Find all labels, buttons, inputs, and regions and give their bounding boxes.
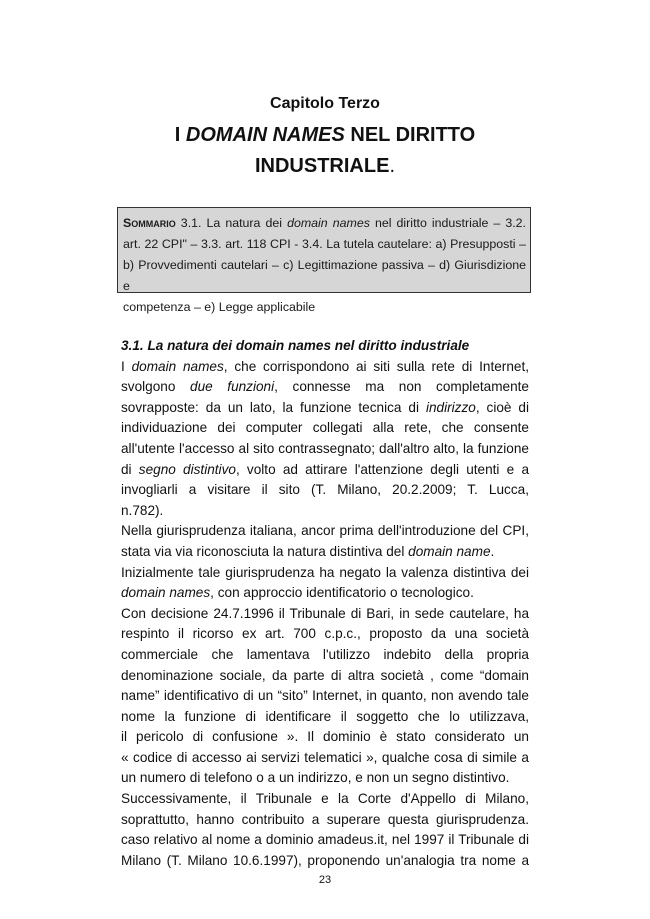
summary-box [117, 207, 531, 314]
chapter-title-line2: INDUSTRIALE [254, 155, 390, 177]
summary-line: competenza – e) Legge applicabile [123, 300, 316, 314]
summary-italic: domain names [287, 216, 370, 230]
summary-text: nel diritto industriale – 3.2. [369, 216, 526, 230]
text-line: un numero di telefono o a un indirizzo, e non un segno distintivo. [121, 770, 510, 786]
text-line: nome la funzione di identificare il soggetto che lo utilizzava, [121, 708, 529, 724]
text-line: Successivamente, il Tribunale e la Corte d'Appello di Milano, [121, 791, 529, 807]
text-line: respinto il ricorso ex art. 700 c.p.c., proposto da una società [121, 626, 529, 642]
chapter-title-part1: I [174, 124, 186, 146]
text-line: soprattutto, hanno contribuito a superare questa giurisprudenza. [121, 811, 529, 827]
body-text [121, 336, 529, 871]
summary-line: b) Provvedimenti cautelari – c) Legittimazione passiva – d) Giurisdizione e [123, 258, 526, 293]
text-line: all'utente l'accesso al sito contrassegnato; dall'altro alto, la funzione [121, 440, 529, 456]
text-line: sovrapposte: da un lato, la funzione tecnica di indirizzo, cioè di [121, 399, 529, 415]
text-line: invogliarli a visitare il sito (T. Milano, 20.2.2009; T. Lucca, [121, 482, 529, 498]
chapter-title [140, 120, 510, 182]
chapter-title-period: . [389, 155, 395, 177]
text-line: commerciale che lamentava l'utilizzo indebito della propria [121, 646, 529, 662]
text-line: di segno distintivo, volto ad attirare l'attenzione degli utenti e a [121, 461, 529, 477]
text-line: il pericolo di confusione ». Il dominio è stato considerato un [121, 729, 529, 745]
text-line: Nella giurisprudenza italiana, ancor prima dell'introduzione del CPI, [121, 523, 529, 539]
text-line: domain names, con approccio identificatorio o tecnologico. [121, 585, 474, 601]
text-line: Con decisione 24.7.1996 il Tribunale di Bari, in sede cautelare, ha [121, 605, 529, 621]
text-line: Milano (T. Milano 10.6.1997), proponendo un'analogia tra nome a [121, 852, 529, 868]
summary-label: Sommario [123, 216, 176, 230]
chapter-title-part2: NEL DIRITTO [344, 124, 476, 146]
text-line: individuazione dei computer collegati alla rete, che consente [121, 420, 529, 436]
text-line: stata via via riconosciuta la natura distintiva del domain name. [121, 543, 495, 559]
summary-line [123, 213, 526, 234]
summary-text: 3.1. La natura dei [175, 216, 288, 230]
text-line: n.782). [121, 502, 164, 518]
page-number: 23 [318, 874, 332, 886]
text-line: Inizialmente tale giurisprudenza ha negato la valenza distintiva dei [121, 564, 529, 580]
text-line: denominazione sociale, da parte di altra società , come “domain [121, 667, 529, 683]
text-line: « codice di accesso ai servizi telematici », qualche cosa di simile a [121, 749, 529, 765]
section-heading: 3.1. La natura dei domain names nel diritto industriale [121, 338, 470, 353]
chapter-title-italic: DOMAIN NAMES [185, 124, 345, 146]
text-line: name” identificativo di un “sito” Internet, in quanto, non avendo tale [121, 688, 529, 704]
chapter-label: Capitolo Terzo [270, 95, 380, 112]
text-line: svolgono due funzioni, connesse ma non completamente [121, 379, 529, 395]
text-line: I domain names, che corrispondono ai siti sulla rete di Internet, [121, 358, 529, 374]
text-line: caso relativo al nome a dominio amadeus.it, nel 1997 il Tribunale di [121, 832, 529, 848]
summary-line: art. 22 CPI" – 3.3. art. 118 CPI - 3.4. La tutela cautelare: a) Presupposti – [123, 237, 526, 251]
